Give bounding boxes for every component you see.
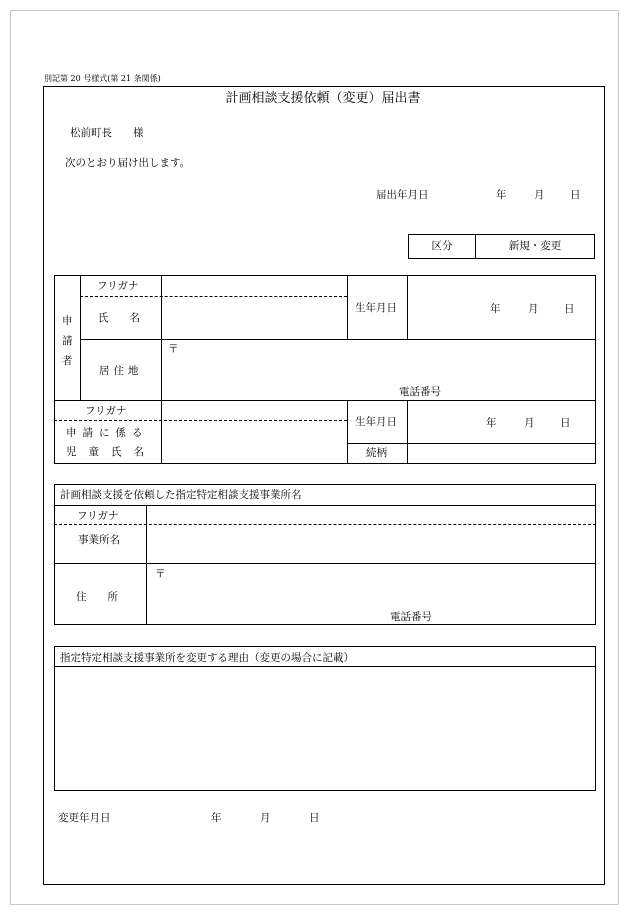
- category-value[interactable]: 新規・変更: [476, 235, 595, 259]
- office-address-label: 住 所: [76, 591, 118, 603]
- reason-header: 指定特定相談支援事業所を変更する理由（変更の場合に記載）: [60, 652, 354, 664]
- child-birth-year: 年: [486, 417, 497, 429]
- submission-date-label: 届出年月日: [376, 189, 429, 201]
- applicant-furigana-label: フリガナ: [97, 280, 139, 292]
- birth-col-divider-1: [347, 275, 348, 339]
- office-header: 計画相談支援を依頼した指定特定相談支援事業所名: [60, 489, 302, 501]
- change-date-month: 月: [260, 812, 271, 824]
- reason-text-area[interactable]: [56, 668, 594, 789]
- child-label-line2: 児童氏名: [66, 446, 156, 458]
- child-birth-label: 生年月日: [355, 416, 397, 428]
- change-date-day: 日: [309, 812, 320, 824]
- applicant-char-3: 者: [62, 355, 73, 367]
- applicant-name-label: 氏 名: [98, 312, 140, 324]
- name-row-bottom: [80, 339, 596, 340]
- applicant-birth-day: 日: [564, 303, 575, 315]
- office-label-col-divider: [146, 505, 147, 625]
- child-label-line1: 申請に係る: [66, 427, 149, 439]
- child-furigana-label: フリガナ: [85, 405, 127, 417]
- change-date-label: 変更年月日: [58, 812, 111, 824]
- submission-date-day: 日: [570, 189, 581, 201]
- applicant-birth-year: 年: [490, 303, 501, 315]
- category-table: [408, 234, 595, 259]
- office-name-label: 事業所名: [78, 534, 120, 546]
- address-row-bottom: [54, 400, 596, 401]
- office-header-bottom: [54, 505, 596, 506]
- child-birth-col-divider-2: [407, 400, 408, 464]
- applicant-birth-month: 月: [528, 303, 539, 315]
- furigana-dashed-line: [80, 296, 347, 297]
- office-phone-label: 電話番号: [390, 611, 432, 623]
- applicant-char-2: 請: [62, 335, 73, 347]
- child-relation-row-top: [347, 443, 596, 444]
- applicant-col-divider: [80, 275, 81, 400]
- intro-text: 次のとおり届け出します。: [65, 157, 191, 169]
- applicant-address-label: 居住地: [99, 365, 143, 377]
- form-title: 計画相談支援依頼（変更）届出書: [225, 91, 421, 106]
- applicant-char-1: 申: [62, 315, 73, 327]
- applicant-postal-mark: 〒: [168, 343, 179, 355]
- submission-date-year: 年: [496, 189, 507, 201]
- applicant-birth-label: 生年月日: [355, 302, 397, 314]
- birth-col-divider-2: [407, 275, 408, 339]
- applicant-phone-label: 電話番号: [399, 386, 441, 398]
- office-postal-mark: 〒: [155, 568, 166, 580]
- office-furigana-dashed-line: [54, 524, 596, 525]
- child-birth-col-divider-1: [347, 400, 348, 464]
- reason-header-bottom: [54, 666, 596, 667]
- label-col-divider: [161, 275, 162, 464]
- submission-date-month: 月: [534, 189, 545, 201]
- child-birth-day: 日: [560, 417, 571, 429]
- office-furigana-label: フリガナ: [77, 510, 119, 522]
- child-relation-label: 続柄: [366, 447, 387, 459]
- office-name-bottom: [54, 563, 596, 564]
- child-furigana-dashed-line: [54, 420, 347, 421]
- change-date-year: 年: [211, 812, 222, 824]
- child-birth-month: 月: [524, 417, 535, 429]
- category-label: 区分: [409, 235, 476, 259]
- form-number-label: 別記第 20 号様式(第 21 条関係): [44, 74, 161, 83]
- addressee: 松前町長 様: [70, 127, 144, 139]
